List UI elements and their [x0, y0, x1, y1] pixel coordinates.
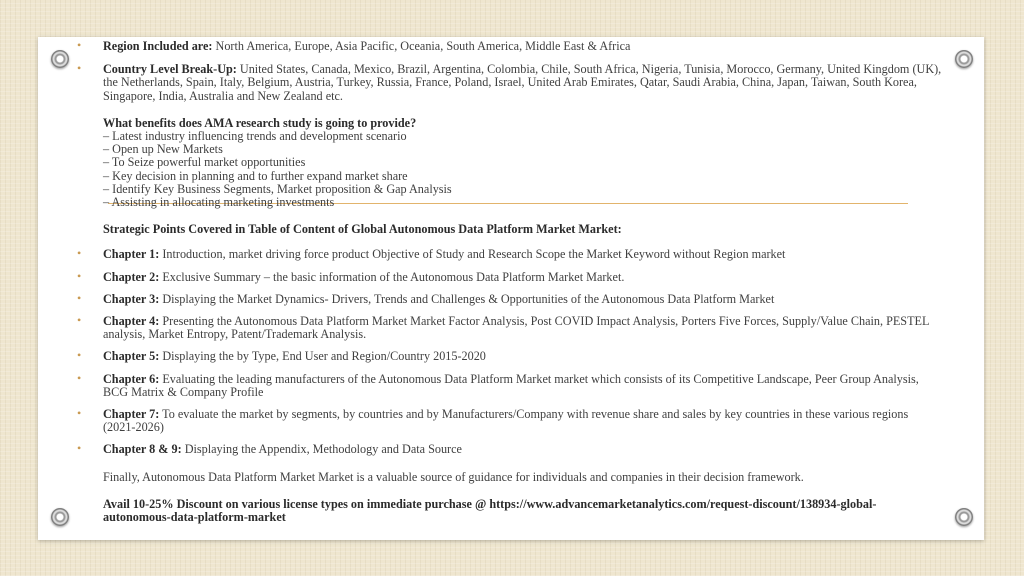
benefit-item: – Latest industry influencing trends and development scenario [103, 129, 407, 144]
regions-item [103, 40, 943, 53]
chapter-label: Chapter 8 & 9: [103, 442, 182, 457]
chapter-text: Presenting the Autonomous Data Platform Market Market Factor Analysis, Post COVID Impact Analysis, Porters Five Forces, Supply/Value Chain, PESTEL analysis, Market Entropy, Patent/Trademark Analysis. [103, 314, 929, 342]
benefit-item: – Key decision in planning and to further expand market share [103, 168, 408, 183]
slide-content [103, 40, 943, 524]
chapter-item [103, 248, 943, 261]
chapter-text: Evaluating the leading manufacturers of the Autonomous Data Platform Market market which consists of its Competitive Landscape, Peer Group Analysis, BCG Matrix & Company Profile [103, 371, 919, 399]
pin-bottom-left-icon [51, 508, 69, 526]
benefits-heading: What benefits does AMA research study is going to provide? [103, 115, 417, 130]
pin-top-left-icon [51, 50, 69, 68]
chapter-text: To evaluate the market by segments, by countries and by Manufacturers/Company with revenue share and sales by key countries in these various regions (2021-2026) [103, 407, 909, 435]
chapter-label: Chapter 7: [103, 407, 160, 422]
countries-text: United States, Canada, Mexico, Brazil, Argentina, Colombia, Chile, South Africa, Nigeria, Tunisia, Morocco, Germany, United Kingdom (UK), the Netherlands, Spain, Italy, Belgium, Austria, Turkey, Russia, France, Poland, Israel, United Arab Emirates, Qatar, Saudi Arabia, China, Japan, Taiwan, South Korea, Singapore, India, Australia and New Zealand etc. [103, 62, 942, 103]
pin-bottom-right-icon [955, 508, 973, 526]
toc-heading-text: Strategic Points Covered in Table of Content of Global Autonomous Data Platform Market Market: [103, 222, 622, 237]
chapter-text: Displaying the Appendix, Methodology and Data Source [184, 442, 462, 457]
benefits-block [103, 117, 943, 209]
chapter-item [103, 408, 943, 434]
pin-top-right-icon [955, 50, 973, 68]
countries-item [103, 63, 943, 103]
chapter-item [103, 271, 943, 284]
chapter-item [103, 293, 943, 306]
discount-offer [103, 498, 943, 524]
chapter-label: Chapter 4: [103, 314, 160, 329]
discount-text: Avail 10-25% Discount on various license types on immediate purchase @ https://www.advancemarketanalytics.com/request-discount/138934-global-autonomous-data-platform-market [103, 496, 877, 525]
chapter-item [103, 315, 943, 341]
chapter-text: Displaying the by Type, End User and Region/Country 2015-2020 [162, 349, 486, 364]
chapter-text: Exclusive Summary – the basic information of the Autonomous Data Platform Market Market. [162, 269, 625, 284]
countries-label: Country Level Break-Up: [103, 62, 237, 77]
benefit-item: – Open up New Markets [103, 142, 223, 157]
regions-text: North America, Europe, Asia Pacific, Oceania, South America, Middle East & Africa [215, 39, 631, 53]
chapter-label: Chapter 1: [103, 247, 160, 262]
chapter-item [103, 350, 943, 363]
regions-label: Region Included are: [103, 39, 213, 53]
benefit-item: – To Seize powerful market opportunities [103, 155, 306, 170]
benefit-item: – Assisting in allocating marketing investments [103, 195, 335, 210]
conclusion-text: Finally, Autonomous Data Platform Market Market is a valuable source of guidance for individuals and companies in their decision framework. [103, 469, 804, 484]
benefit-item: – Identify Key Business Segments, Market proposition & Gap Analysis [103, 181, 452, 196]
toc-heading [103, 223, 943, 236]
chapter-item [103, 373, 943, 399]
chapter-text: Displaying the Market Dynamics- Drivers, Trends and Challenges & Opportunities of the Autonomous Data Platform Market [162, 291, 775, 306]
chapter-text: Introduction, market driving force product Objective of Study and Research Scope the Market Keyword without Region market [162, 247, 786, 262]
chapter-label: Chapter 6: [103, 371, 160, 386]
chapter-item [103, 443, 943, 456]
chapter-label: Chapter 5: [103, 349, 160, 364]
chapter-label: Chapter 3: [103, 291, 160, 306]
chapter-label: Chapter 2: [103, 269, 160, 284]
